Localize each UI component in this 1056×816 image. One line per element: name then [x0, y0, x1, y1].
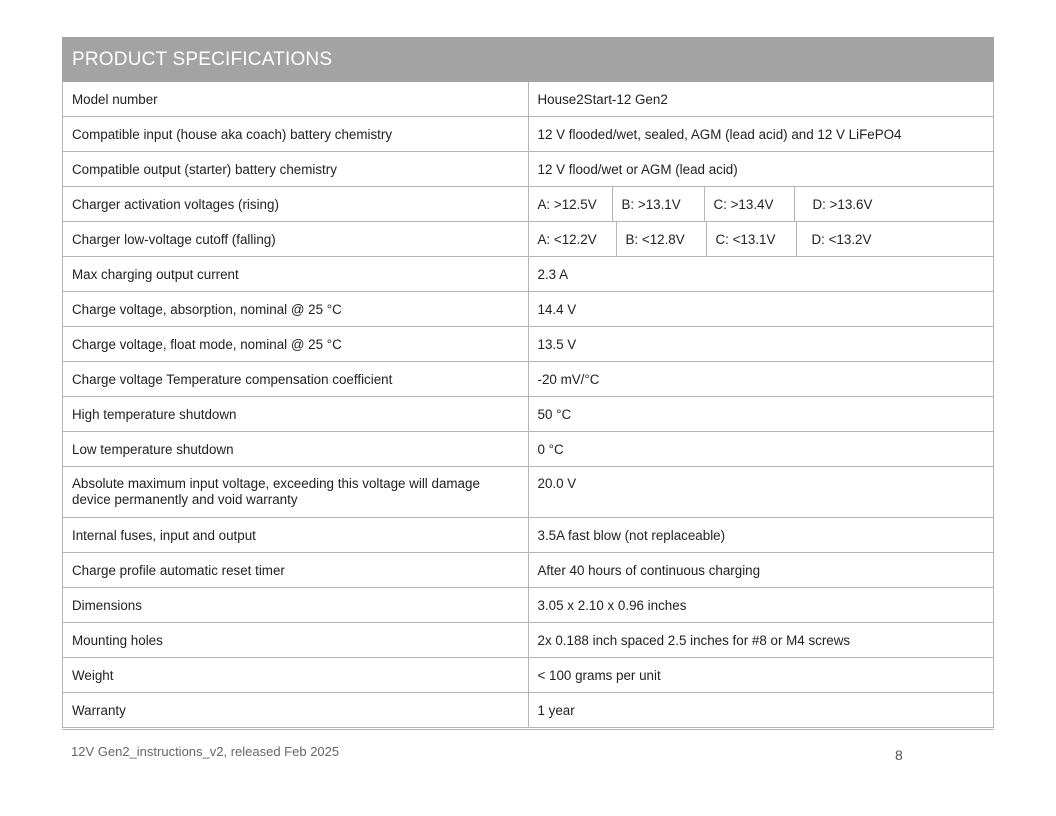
spec-value: 0 °C: [528, 432, 994, 467]
footer-document-info: 12V Gen2_instructions_v2, released Feb 2025: [71, 744, 340, 759]
spec-label: Low temperature shutdown: [63, 432, 529, 467]
spec-label: High temperature shutdown: [63, 397, 529, 432]
spec-value: 12 V flooded/wet, sealed, AGM (lead acid) and 12 V LiFePO4: [528, 117, 994, 152]
spec-value: 2.3 A: [528, 257, 994, 292]
spec-label: Warranty: [63, 693, 529, 729]
spec-value: 12 V flood/wet or AGM (lead acid): [528, 152, 994, 187]
spec-label: Charge voltage, absorption, nominal @ 25 °C: [63, 292, 529, 327]
table-row: [63, 152, 994, 187]
spec-value: 14.4 V: [528, 292, 994, 327]
activation-voltage-a: A: >12.5V: [529, 187, 613, 221]
table-row: [63, 257, 994, 292]
spec-value: 3.5A fast blow (not replaceable): [528, 518, 994, 553]
spec-label: Charge voltage, float mode, nominal @ 25 °C: [63, 327, 529, 362]
table-row: [63, 222, 994, 257]
spec-label: Weight: [63, 658, 529, 693]
spec-label: Internal fuses, input and output: [63, 518, 529, 553]
spec-label: Charger low-voltage cutoff (falling): [63, 222, 529, 257]
table-row: [63, 327, 994, 362]
spec-label: Model number: [63, 82, 529, 117]
table-row: [63, 187, 994, 222]
spec-table: [62, 37, 994, 730]
activation-voltage-d: D: >13.6V: [812, 196, 873, 212]
spec-label: Compatible output (starter) battery chemistry: [63, 152, 529, 187]
table-row: [63, 623, 994, 658]
table-row: [63, 117, 994, 152]
spec-table-title: PRODUCT SPECIFICATIONS: [63, 38, 994, 82]
spec-value: House2Start-12 Gen2: [528, 82, 994, 117]
table-row: [63, 588, 994, 623]
spec-value: 2x 0.188 inch spaced 2.5 inches for #8 or M4 screws: [528, 623, 994, 658]
spec-label: Max charging output current: [63, 257, 529, 292]
cutoff-voltage-d: D: <13.2V: [811, 231, 872, 247]
table-row: [63, 553, 994, 588]
spec-value: 50 °C: [528, 397, 994, 432]
activation-voltage-b: B: >13.1V: [613, 187, 705, 221]
spec-value: < 100 grams per unit: [528, 658, 994, 693]
spec-label: Mounting holes: [63, 623, 529, 658]
cutoff-voltage-c: C: <13.1V: [707, 222, 797, 256]
cutoff-voltage-a: A: <12.2V: [529, 222, 617, 256]
spec-value: After 40 hours of continuous charging: [528, 553, 994, 588]
spec-label: Charger activation voltages (rising): [63, 187, 529, 222]
table-row: [63, 82, 994, 117]
table-row: [63, 467, 994, 518]
table-row: [63, 292, 994, 327]
spec-label: Absolute maximum input voltage, exceeding this voltage will damage device permanently and void warranty: [63, 467, 529, 518]
spec-label: Dimensions: [63, 588, 529, 623]
spec-value: 1 year: [528, 693, 994, 729]
spec-label: Compatible input (house aka coach) battery chemistry: [63, 117, 529, 152]
cutoff-voltage-b: B: <12.8V: [617, 222, 707, 256]
spec-value: 13.5 V: [528, 327, 994, 362]
table-row: [63, 658, 994, 693]
spec-value-multi: [528, 222, 994, 257]
spec-value: 20.0 V: [528, 467, 994, 518]
spec-label: Charge profile automatic reset timer: [63, 553, 529, 588]
spec-label: Charge voltage Temperature compensation coefficient: [63, 362, 529, 397]
activation-voltage-c: C: >13.4V: [705, 187, 795, 221]
table-row: [63, 397, 994, 432]
table-row: [63, 693, 994, 729]
spec-table-header-row: [63, 38, 994, 82]
table-row: [63, 518, 994, 553]
spec-value-multi: [528, 187, 994, 222]
table-row: [63, 362, 994, 397]
spec-value: 3.05 x 2.10 x 0.96 inches: [528, 588, 994, 623]
table-row: [63, 432, 994, 467]
spec-value: -20 mV/°C: [528, 362, 994, 397]
page-number: 8: [895, 747, 903, 763]
